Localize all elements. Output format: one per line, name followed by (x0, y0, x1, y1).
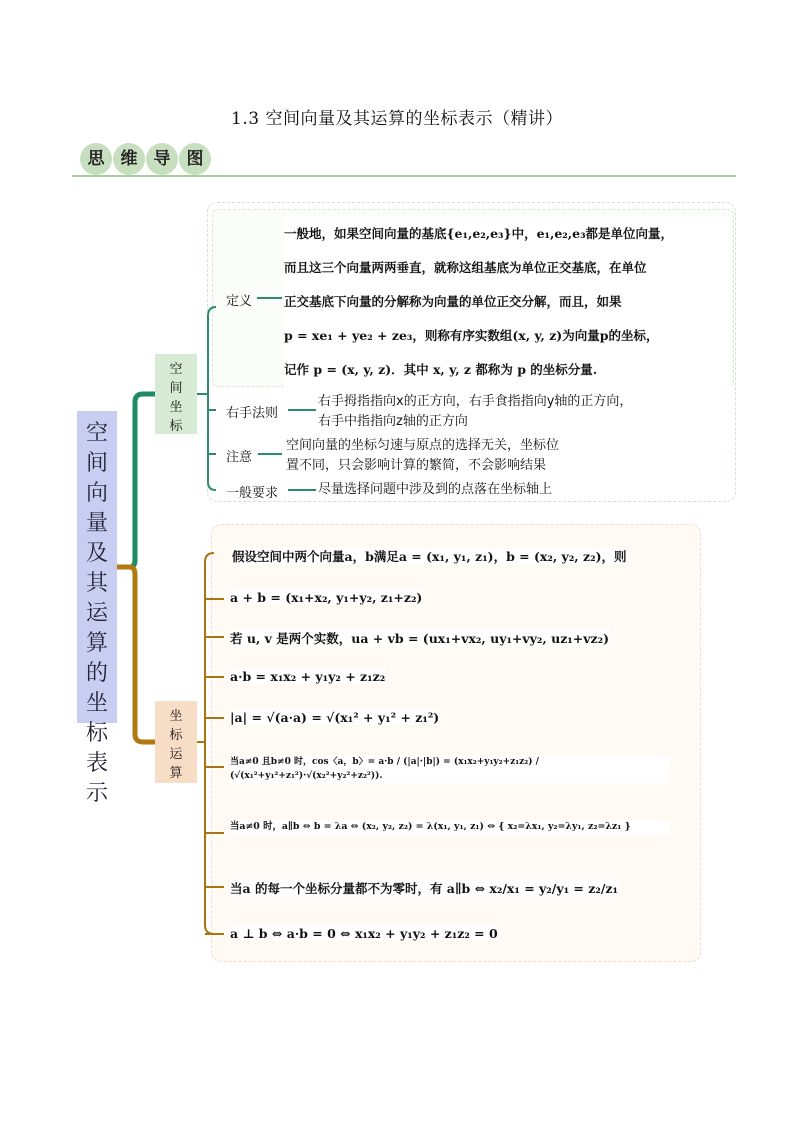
label-note: 注意 (226, 450, 253, 465)
formula-parallel-ratio: 当a 的每一个坐标分量都不为零时，有 a∥b ⇔ x₂/x₁ = y₂/y₁ = z₂/z₁ (230, 881, 618, 896)
general-requirement-text: 尽量选择问题中涉及到的点落在坐标轴上 (318, 480, 628, 500)
main-topic-char: 示 (85, 781, 108, 806)
main-topic-char: 间 (85, 451, 108, 476)
formula-assumption: 假设空间中两个向量a，b满足a = (x₁, y₁, z₁)，b = (x₂, y₂, z₂)，则 (232, 549, 627, 564)
formula-linear-combination: 若 u, v 是两个实数，ua + vb = (ux₁+vx₂, uy₁+vy₂, uz₁+vz₂) (230, 631, 609, 646)
formula-dot-product: a·b = x₁x₂ + y₁y₂ + z₁z₂ (230, 669, 386, 684)
right-hand-rule-text (318, 392, 706, 432)
branch-node-char: 算 (169, 766, 183, 781)
branch-node-char: 间 (169, 381, 183, 396)
text-line: 空间向量的坐标匀速与原点的选择无关，坐标位 (286, 438, 560, 453)
text-line: 右手拇指指向x的正方向，右手食指指向y轴的正方向， (318, 394, 633, 409)
label-general-requirement: 一般要求 (226, 486, 279, 501)
branch-node-char: 标 (169, 419, 183, 434)
main-topic-char: 运 (85, 601, 108, 626)
branch-node-char: 空 (169, 362, 183, 377)
header-badge-tu: 图 (179, 143, 211, 175)
main-topic-char: 算 (85, 631, 108, 656)
branch-node-space-coordinates (155, 354, 197, 434)
main-topic-char: 其 (85, 571, 108, 596)
definition-line: 一般地，如果空间向量的基底{e₁,e₂,e₃}中，e₁,e₂,e₃都是单位向量， (284, 226, 674, 241)
note-text (286, 436, 626, 476)
main-topic-node (77, 411, 117, 806)
header-badge-dao: 导 (146, 143, 178, 175)
definition-line: p = xe₁ + ye₂ + ze₃，则称有序实数组(x, y, z)为向量p的坐标， (284, 328, 659, 343)
main-topic-char: 及 (85, 541, 108, 566)
header-badge-si: 思 (80, 143, 112, 175)
definition-line: 而且这三个向量两两垂直，就称这组基底为单位正交基底，在单位 (284, 260, 647, 275)
main-topic-char: 空 (85, 421, 108, 446)
header-badge-wei: 维 (113, 143, 145, 175)
formula-perpendicular: a ⊥ b ⇔ a·b = 0 ⇔ x₁x₂ + y₁y₂ + z₁z₂ = 0 (230, 926, 498, 941)
definition-text (284, 217, 732, 387)
text-line: 置不同，只会影响计算的繁简，不会影响结果 (286, 458, 547, 473)
formula-parallel: 当a≠0 时，a∥b ⇔ b = λa ⇔ (x₂, y₂, z₂) = λ(x₁, y₁, z₁) ⇔ { x₂=λx₁, y₂=λy₁, z₂=λz₁ } (230, 820, 670, 834)
main-topic-char: 坐 (85, 691, 108, 716)
text-line: 右手中指指向z轴的正方向 (318, 414, 468, 429)
page-title: 1.3 空间向量及其运算的坐标表示（精讲） (231, 109, 563, 129)
formula-cosine: 当a≠0 且b≠0 时，cos〈a，b〉= a·b / (|a|·|b|) = (x₁x₂+y₁y₂+z₁z₂) / (√(x₁²+y₁²+z₁²)·√(x₂²+y₂²+z₂²)). (230, 755, 670, 783)
main-topic-char: 量 (85, 511, 108, 536)
definition-line: 记作 p = (x, y, z)．其中 x, y, z 都称为 p 的坐标分量. (284, 362, 598, 377)
branch-node-coordinate-operations (155, 701, 197, 783)
formula-addition: a + b = (x₁+x₂, y₁+y₂, z₁+z₂) (230, 590, 423, 605)
main-topic-char: 表 (85, 751, 108, 776)
formula-magnitude: |a| = √(a·a) = √(x₁² + y₁² + z₁²) (230, 710, 440, 725)
branch-node-char: 运 (169, 747, 183, 762)
main-topic-char: 标 (85, 721, 108, 746)
branch-node-char: 坐 (169, 709, 183, 724)
main-topic-char: 向 (85, 481, 108, 506)
branch-node-char: 标 (169, 728, 183, 743)
main-topic-char: 的 (85, 661, 108, 686)
branch-node-char: 坐 (169, 400, 183, 415)
definition-line: 正交基底下向量的分解称为向量的单位正交分解，而且，如果 (284, 294, 622, 309)
label-right-hand-rule: 右手法则 (226, 406, 279, 421)
label-definition: 定义 (226, 294, 253, 309)
